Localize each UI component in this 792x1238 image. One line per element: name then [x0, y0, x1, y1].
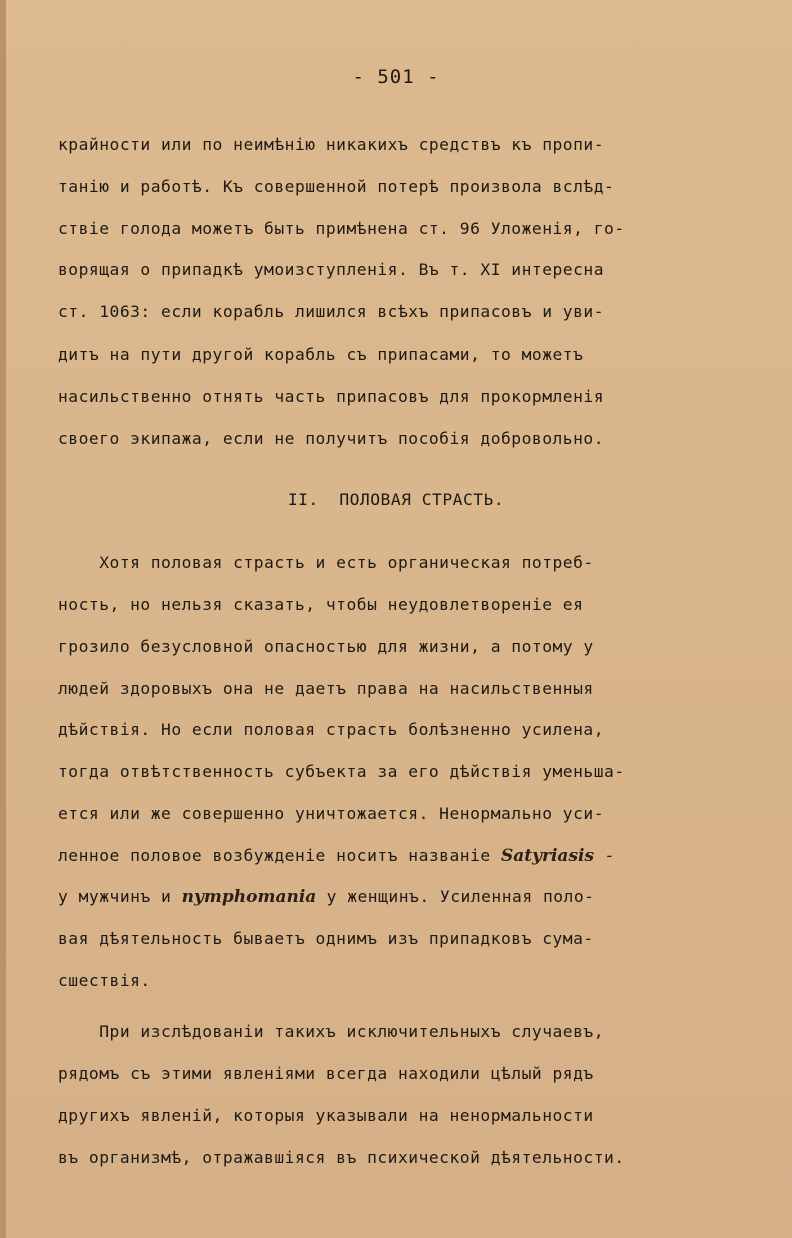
text-segment: ленное половое возбужденіе носитъ названіе — [58, 846, 501, 865]
text-line: въ организмѣ, отражавшіяся въ психической дѣятельности. — [58, 1148, 625, 1167]
text-line: крайности или по неимѣнію никакихъ средствъ къ пропи- — [58, 135, 605, 154]
text-line: вая дѣятельность бываетъ однимъ изъ припадковъ сума- — [58, 929, 594, 948]
handwritten-term: Satyriasis — [501, 846, 595, 866]
text-line: насильственно отнять часть припасовъ для прокормленія — [58, 387, 605, 406]
text-line: тогда отвѣтственность субъекта за его дѣйствія уменьша- — [58, 762, 625, 781]
text-line: грозило безусловной опасностью для жизни, а потому у — [58, 637, 594, 656]
page-number: - 501 - — [352, 66, 440, 88]
text-segment: у мужчинъ и — [58, 887, 182, 906]
text-line: ст. 1063: если корабль лишился всѣхъ припасовъ и уви- — [58, 302, 605, 321]
section-heading: II. ПОЛОВАЯ СТРАСТЬ. — [287, 490, 505, 509]
text-line: людей здоровыхъ она не даетъ права на насильственныя — [58, 679, 594, 698]
text-line: ется или же совершенно уничтожается. Ненормально уси- — [58, 804, 605, 823]
text-line: ствіе голода можетъ быть примѣнена ст. 96 Уложенія, го- — [58, 219, 625, 238]
text-line: своего экипажа, если не получитъ пособія добровольно. — [58, 429, 605, 448]
page-edge — [0, 0, 6, 1238]
text-line-nymphomania — [58, 887, 594, 907]
text-line: танію и работѣ. Къ совершенной потерѣ произвола вслѣд- — [58, 177, 615, 196]
text-line: рядомъ съ этими явленіями всегда находили цѣлый рядъ — [58, 1064, 594, 1083]
text-line: дѣйствія. Но если половая страсть болѣзненно усилена, — [58, 720, 605, 739]
text-segment: у женщинъ. Усиленная поло- — [316, 887, 595, 906]
text-line: другихъ явленій, которыя указывали на ненормальности — [58, 1106, 594, 1125]
text-line: ность, но нельзя сказать, чтобы неудовлетвореніе ея — [58, 595, 584, 614]
text-line: Хотя половая страсть и есть органическая потреб- — [58, 553, 594, 572]
handwritten-term: nymphomania — [181, 887, 317, 907]
text-line: сшествія. — [58, 971, 151, 990]
text-segment: - — [594, 846, 615, 865]
text-line-satyriasis — [58, 846, 615, 866]
text-line: При изслѣдованіи такихъ исключительныхъ случаевъ, — [58, 1022, 605, 1041]
text-line: ворящая о припадкѣ умоизступленія. Въ т. XI интересна — [58, 260, 605, 279]
text-line: дитъ на пути другой корабль съ припасами, то можетъ — [58, 345, 584, 364]
